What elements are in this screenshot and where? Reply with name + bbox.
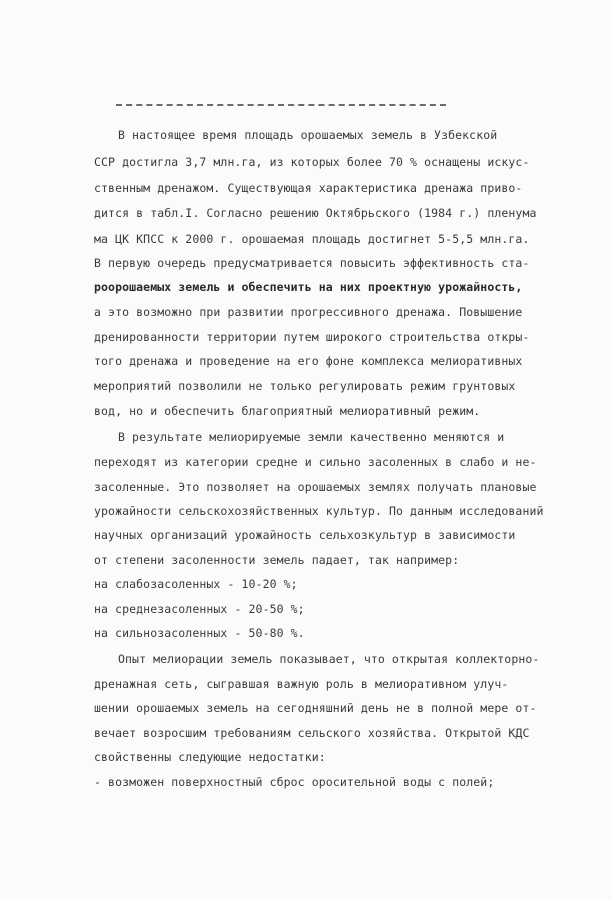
text-line-17: научных организаций урожайность сельхозкультур в зависимости: [94, 528, 516, 542]
list-item-medium-saline: на среднезасоленных - 20-50 %;: [94, 602, 305, 616]
list-item-slightly-saline: на слабозасоленных - 10-20 %;: [94, 577, 298, 591]
text-line-24: шении орошаемых земель на сегодняшний день не в полной мере от-: [94, 701, 537, 715]
text-line-10: того дренажа и проведение на его фоне комплекса мелиоративных: [94, 354, 523, 368]
text-line-23: дренажная сеть, сыгравшая важную роль в мелиоративном улуч-: [94, 677, 509, 691]
text-line-18: от степени засоленности земель падает, так например:: [94, 553, 460, 567]
text-line-26: свойственны следующие недостатки:: [94, 750, 326, 764]
text-line-9: дренированности территории путем широкого строительства откры-: [94, 330, 530, 344]
text-line-15: засоленные. Это позволяет на орошаемых землях получать плановые: [94, 480, 537, 494]
dashed-separator: [116, 104, 446, 106]
text-line-13: В результате мелиорируемые земли качественно меняются и: [118, 430, 505, 444]
text-line-4: дится в табл.I. Согласно решению Октябрьского (1984 г.) пленума: [94, 206, 537, 220]
text-line-14: переходят из категории средне и сильно засоленных в слабо и не-: [94, 455, 537, 469]
text-line-5: ма ЦК КПСС к 2000 г. орошаемая площадь достигнет 5-5,5 млн.га.: [94, 232, 530, 246]
text-line-27: - возможен поверхностный сброс оросительной воды с полей;: [94, 775, 495, 789]
text-line-7: роорошаемых земель и обеспечить на них проектную урожайность,: [94, 280, 523, 294]
text-line-8: а это возможно при развитии прогрессивного дренажа. Повышение: [94, 305, 523, 319]
text-line-1: В настоящее время площадь орошаемых земель в Узбекской: [118, 128, 498, 142]
text-line-3: ственным дренажом. Существующая характеристика дренажа приво-: [94, 181, 523, 195]
list-item-strongly-saline: на сильнозасоленных - 50-80 %.: [94, 626, 305, 640]
text-line-16: урожайности сельскохозяйственных культур. По данным исследований: [94, 504, 544, 518]
text-line-6: В первую очередь предусматривается повысить эффективность ста-: [94, 256, 530, 270]
text-line-22: Опыт мелиорации земель показывает, что открытая коллекторно-: [118, 652, 540, 666]
text-line-2: ССР достигла 3,7 млн.га, из которых более 70 % оснащены искус-: [94, 155, 530, 169]
text-line-11: мероприятий позволили не только регулировать режим грунтовых: [94, 379, 516, 393]
text-line-25: вечает возросшим требованиям сельского хозяйства. Открытой КДС: [94, 726, 530, 740]
text-line-12: вод, но и обеспечить благоприятный мелиоративный режим.: [94, 404, 481, 418]
